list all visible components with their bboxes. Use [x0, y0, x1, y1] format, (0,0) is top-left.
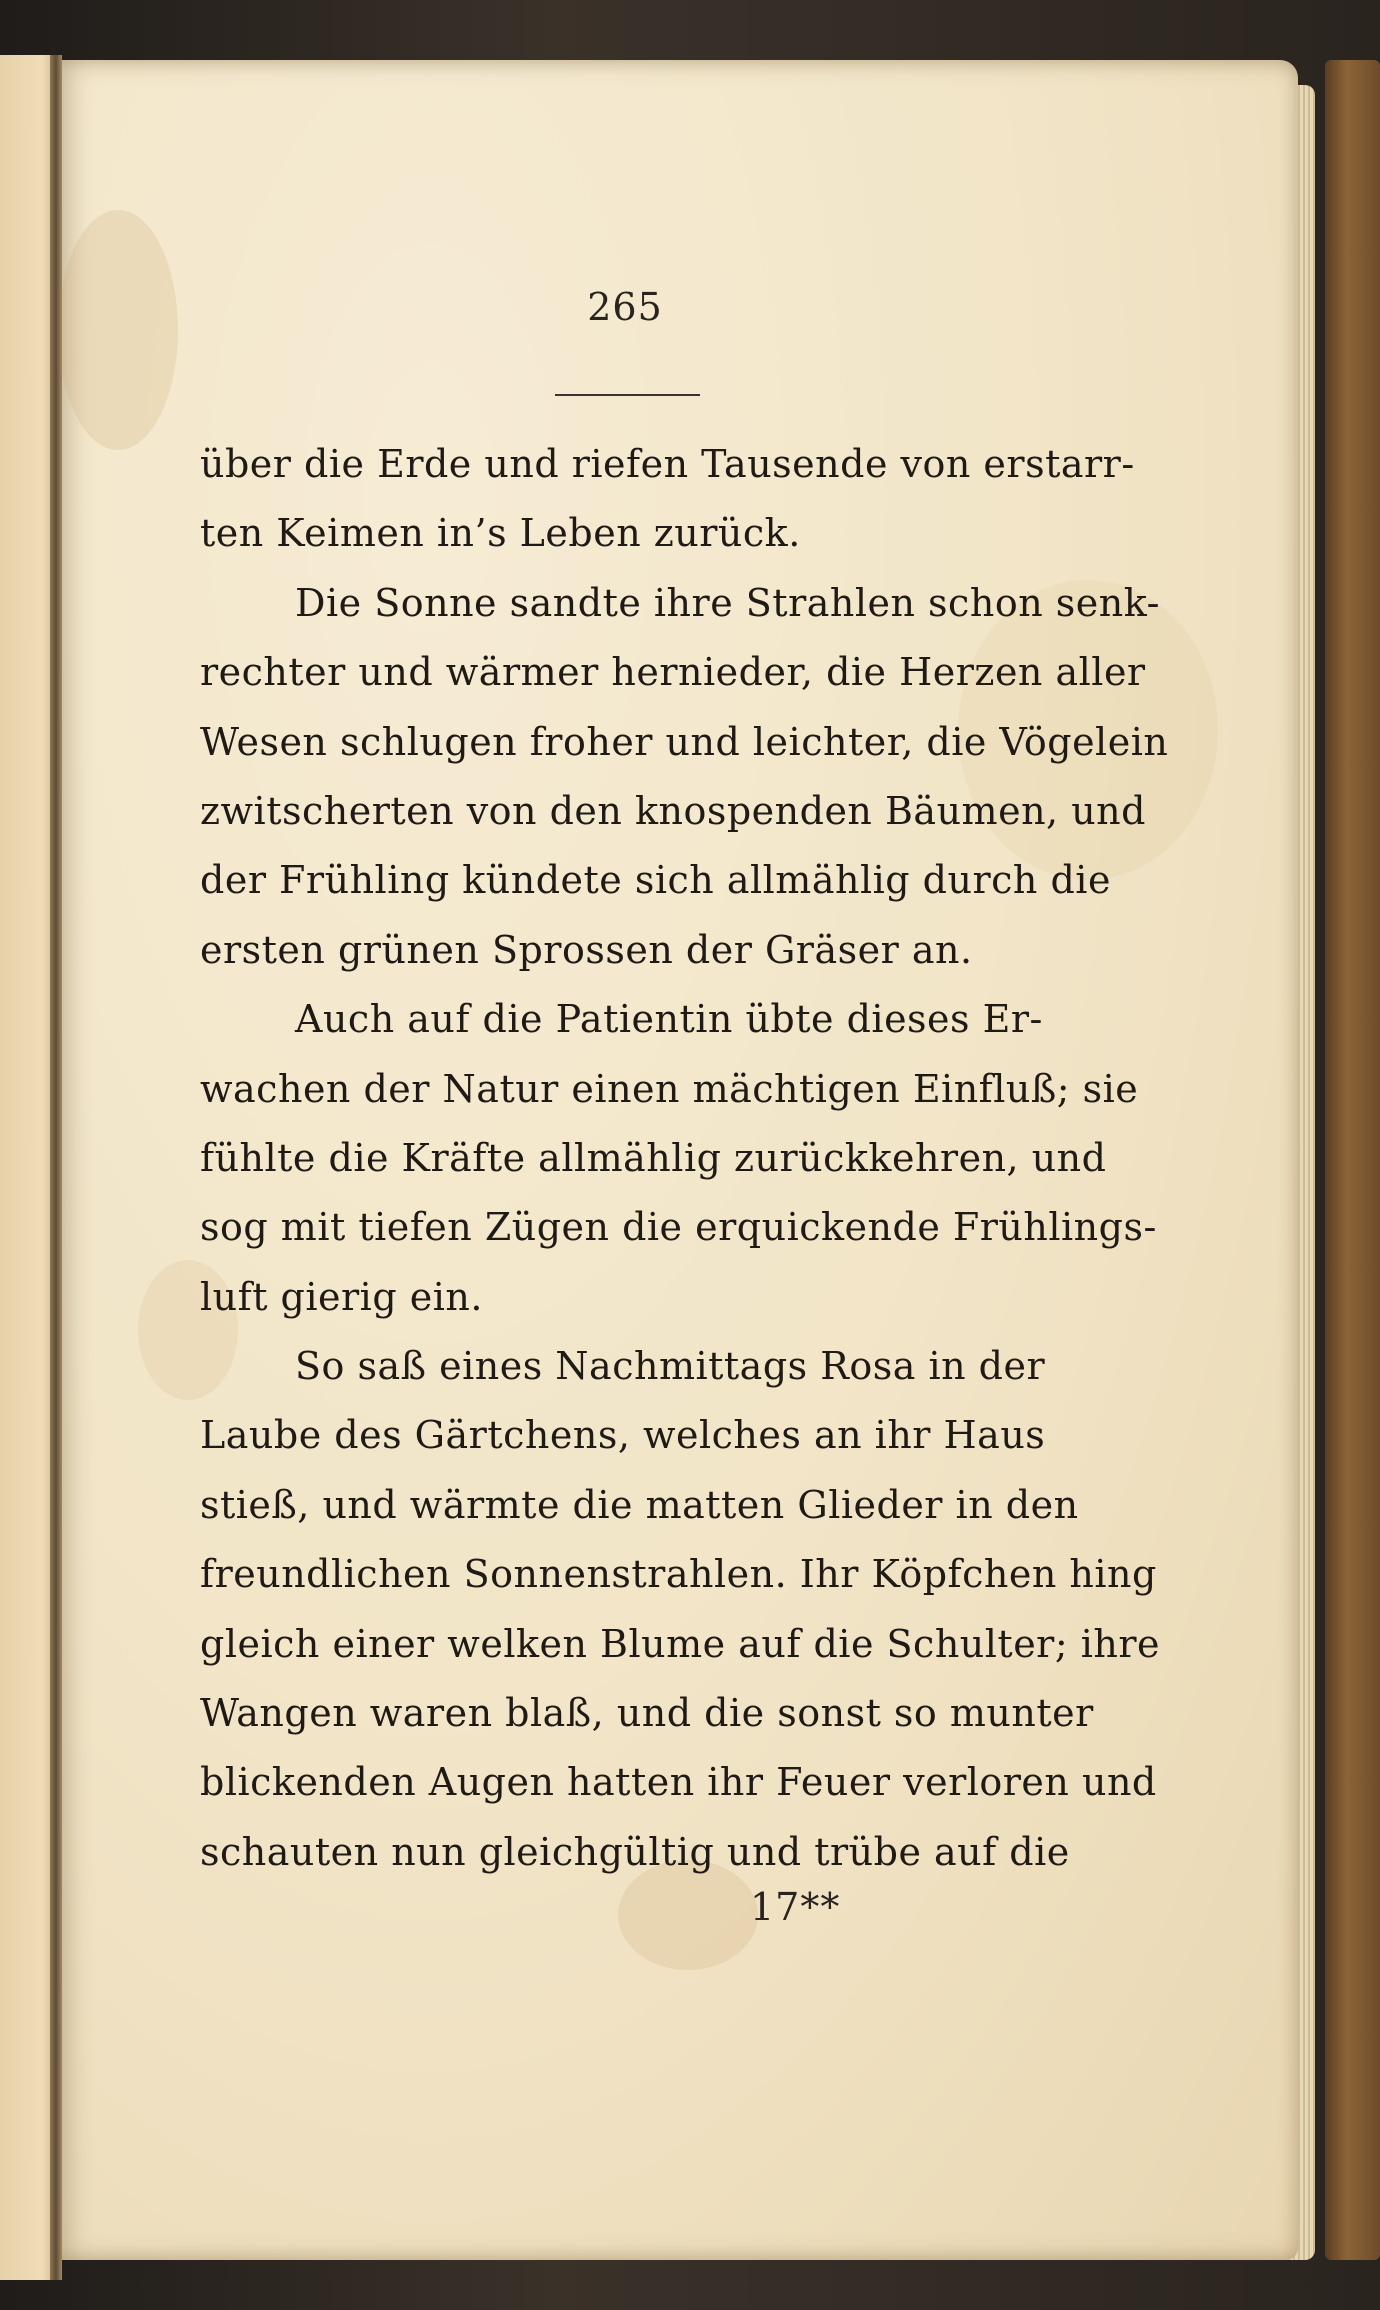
- text-line: Laube des Gärtchens, welches an ihr Haus: [200, 1413, 1046, 1458]
- text-line: freundlichen Sonnenstrahlen. Ihr Köpfchen hing: [200, 1552, 1157, 1597]
- text-line: Auch auf die Patientin übte dieses Er-: [295, 997, 1043, 1042]
- text-line: sog mit tiefen Zügen die erquickende Frühlings-: [200, 1205, 1157, 1250]
- text-line: stieß, und wärmte die matten Glieder in den: [200, 1482, 1079, 1527]
- text-line: zwitscherten von den knospenden Bäumen, und: [200, 788, 1146, 833]
- text-line: Die Sonne sandte ihre Strahlen schon senk-: [295, 580, 1160, 625]
- text-line: wachen der Natur einen mächtigen Einfluß; sie: [200, 1066, 1139, 1111]
- body-text: [200, 430, 1169, 1887]
- text-line: So saß eines Nachmittags Rosa in der: [295, 1344, 1046, 1389]
- page-number-rule: [555, 394, 700, 396]
- text-line: ersten grünen Sprossen der Gräser an.: [200, 927, 973, 972]
- text-line: luft gierig ein.: [200, 1274, 483, 1319]
- text-line: blickenden Augen hatten ihr Feuer verloren und: [200, 1760, 1157, 1805]
- text-line: Wangen waren blaß, und die sonst so munter: [200, 1691, 1094, 1736]
- text-line: gleich einer welken Blume auf die Schulter; ihre: [200, 1621, 1161, 1666]
- text-line: ten Keimen in’s Leben zurück.: [200, 511, 801, 556]
- text-line: schauten nun gleichgültig und trübe auf die: [200, 1829, 1070, 1874]
- sheet-signature: 17**: [750, 1885, 841, 1929]
- text-line: fühlte die Kräfte allmählig zurückkehren, und: [200, 1135, 1107, 1180]
- paper-stain: [58, 210, 178, 450]
- text-line: über die Erde und riefen Tausende von erstarr-: [200, 442, 1135, 486]
- cover-edge: [1325, 60, 1380, 2260]
- text-line: rechter und wärmer hernieder, die Herzen aller: [200, 650, 1146, 695]
- page-gutter: [50, 55, 62, 2280]
- text-line: Wesen schlugen froher und leichter, die Vögelein: [200, 719, 1169, 764]
- text-line: der Frühling kündete sich allmählig durch die: [200, 858, 1111, 903]
- page-number: 265: [587, 285, 663, 329]
